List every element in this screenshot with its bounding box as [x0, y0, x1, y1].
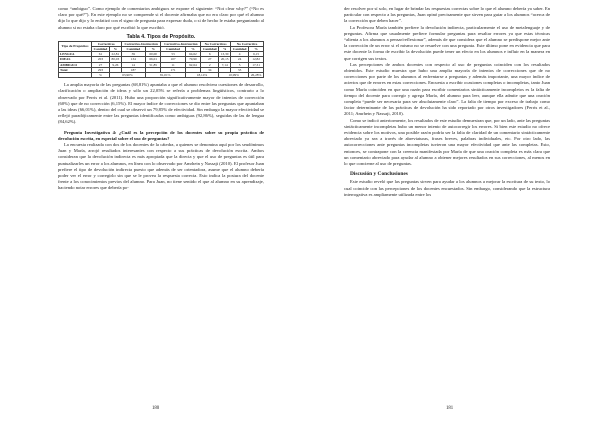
table-group-header: Correctivo-Instrucción [121, 41, 161, 46]
paragraph: como “ambiguo”. Como ejemplo de comentarios ambiguos se expone el siguiente: “Not clear why?” (“No es claro por qué?”). En este ejemplo no se comprende si el docente afirmaba que no era claro por qué el alumno dijo lo que dijo y lo enfatizó con el signo de pregunta para expresar duda, o si de hecho le estaba preguntando al alumno si no estaba claro por qué escribió lo que escribió. [58, 6, 265, 30]
section-title: Discusión y Conclusiones [350, 171, 408, 178]
cell [59, 73, 92, 78]
cell: 63,90% [110, 73, 146, 78]
cell: 12,82 [249, 57, 264, 62]
table-subheader: Cantidad [201, 47, 219, 52]
row-label: LENGUA [59, 52, 92, 57]
cell: 24 [231, 57, 249, 62]
cell: 79,90 [185, 57, 201, 62]
cell: 61 [91, 52, 109, 57]
cell: 13,30 [219, 52, 231, 57]
table-corner-header: Tipo de Propósitos [59, 41, 92, 51]
table-subheader: % [110, 47, 122, 52]
cell: 18,14% [185, 73, 219, 78]
cell: 33 [231, 67, 249, 72]
cell: 39 [121, 52, 145, 57]
right-page [300, 0, 600, 424]
purpose-types-table [58, 41, 264, 78]
paragraph: La amplia mayoría de las preguntas (68,81%) apuntaba a que el alumno resolviera cuestiones de desarrollo, clarificación o ampliación de ideas y sólo un 22,05% se refería a problemas lingüísticos, contrario a lo observado por Ferris et al. (2011). Hubo una proporción significativamente mayor de intentos de corrección (60%) que de no corrección (6,15%). El mayor índice de correcciones se dio entre las preguntas que apuntaban a las ideas (66,01%), dentro del cual se observó un 79,85% de efectividad. Sin embargo la mayor efectividad se reflejó paradójicamente entre las preguntas identificadas como ambiguas (92,86%), seguidas de las de lengua (84,62%). [58, 82, 264, 125]
research-question-heading: Pregunta Investigativa 4: ¿Cuál es la percepción de los docentes sobre su propia práctica de devolución escrita, en especial sobre el uso de preguntas? [58, 129, 264, 141]
row-label: IDEAS [59, 57, 92, 62]
cell: 4 [231, 52, 249, 57]
table-subheader: Cantidad [91, 47, 109, 52]
cell: 6,15 [249, 52, 264, 57]
cell: % [91, 73, 109, 78]
cell: 53 [161, 52, 185, 57]
cell: 11 [161, 62, 185, 67]
table-subheader: % [219, 47, 231, 52]
table-group-header: No Correctivos [201, 41, 231, 46]
table-subheader: % [249, 47, 264, 52]
cell: 20,15 [219, 57, 231, 62]
table-group-header: Correctivos [91, 41, 121, 46]
cell: 5 [231, 62, 249, 67]
cell: 171 [161, 67, 185, 72]
table-title: Tabla 4. Tipos de Propósito. [126, 33, 196, 40]
cell: 26,28% [249, 73, 264, 78]
cell: 9,26 [110, 62, 122, 67]
row-label: Total [59, 67, 92, 72]
row-label: AMBIGUO [59, 62, 92, 67]
table-group-header: No Correctivo [231, 41, 264, 46]
paragraph: La encuesta realizada con dos de los docentes de la cátedra, a quienes se denomina aquí por los seudónimos Juan y María, arrojó resultados interesantes con respecto a sus prácticas de devolución escrita. Ambos consideran que la devolución indirecta es más apropiada que la directa y que el uso de preguntas es útil para puntualizarles un error a los alumnos, en línea con lo observado por Amrhein y Nassaji (2010). El profesor Juan prefiere el tipo de devolución indirecta puesto que además de ser orientadora, asume que el alumno debería poder ver el error y corregirlo sin que se le provea la respuesta correcta. Esto indica la postura del docente frente a los conocimientos previos del alumno. Para Juan, no tiene sentido el que al alumno en su aprendizaje, haciendo notar errores que debería po- [58, 142, 264, 191]
cell: 66,01 [145, 57, 161, 62]
table-group-header: Correctivo-Instrucción [161, 41, 201, 46]
page-number: 180 [152, 406, 160, 411]
cell: 80,03 [110, 57, 122, 62]
cell: 14 [121, 62, 145, 67]
paragraph: La Profesora María también prefiere la devolución indirecta, particularmente el uso de metalenguaje y de preguntas. Afirma que usualmente prefiere formular preguntas para resaltar errores ya que estas técnicas “alienta a los alumnos a pensar/reflexionar”, además de que considera que el alumno se predispone mejor ante la corrección de un error si el mismo no se resuelve con una pregunta. Este último pone en evidencia que para este docente la forma de escribir la devolución puede tener un efecto en los alumnos e influir en la manera en que corrigen sus textos. [344, 24, 550, 61]
paragraph: der resolver por sí solo, en lugar de brindar las respuestas correctas sobre lo que el alumno debería ya saber. En particular con respecto a las preguntas, Juan opinó precisamente que sirven para guiar a los alumnos “acerca de la corrección que deben hacer”. [344, 6, 550, 24]
cell: 187 [121, 67, 145, 72]
table-subheader: Cantidad [121, 47, 145, 52]
cell: 22,81 [110, 52, 122, 57]
paragraph: Las percepciones de ambos docentes con respecto al uso de preguntas coinciden con los resultados obtenidos. Este estudio muestra que hubo una amplia mayoría de intentos de correcciones que de no correcciones por parte de los alumnos al enfrentarse a preguntas y además importante, una mayor índice de aciertos que de errores en estas correcciones. Encuesta a escribir ocasiones completas o incompletas, tanto Juan como María coinciden en que una razón para escribir comentarios sintácticamente incompletos es la falta de tiempo del docente para corregir y agrega María, del alumno para leer, aunque ella admite que una oración completa “puede ser necesaria para ser absolutamente claro”. La falta de tiempo por exceso de trabajo como factor determinante de las prácticas de devolución ha sido reportado por otros investigadores (Ferris et al., 2011; Amrhein y Nassaji, 2010). [344, 61, 550, 117]
table-subheader: % [145, 47, 161, 52]
cell: 2 [201, 62, 219, 67]
cell: 107 [161, 57, 185, 62]
table-percent-row [59, 73, 264, 78]
table-subheader: % [185, 47, 201, 52]
cell: 27 [91, 62, 109, 67]
right-text-column [344, 6, 550, 198]
cell: 6 [201, 52, 219, 57]
cell: 64,62 [185, 52, 201, 57]
cell: 27 [201, 57, 219, 62]
table-subheader: Cantidad [231, 47, 249, 52]
cell: 17,31 [249, 62, 264, 67]
cell: 51,85 [145, 62, 161, 67]
left-text-column [58, 6, 264, 192]
cell: 81,01% [145, 73, 185, 78]
paragraph: Como se indicó anteriormente, los resultados de este estudio demuestran que, por un lado, ante las preguntas sintácticamente incompletas hubo un menor intento de autocorregir los errores. Si bien este estudio no ofrece evidencia sobre los motivos, una posible razón podría ser la falta de claridad de un comentario sintácticamente abreviado ya sea a través de abreviaturas, frases breves, palabras individuales, etc. Por otro lado, las autocorrecciones ante preguntas incompletas tuvieron una mayor efectividad que ante las completas. Esto, entonces, se contrapone con la creencia manifestada por María de que una oración completa es más clara que un comentario abreviado para ayudar al alumno a obtener mejores resultados en sus correcciones, al menos en lo que concierne al uso de preguntas. [344, 117, 550, 167]
page-number: 181 [446, 406, 454, 411]
cell: 10,99% [219, 73, 249, 78]
cell: 203 [91, 57, 109, 62]
cell: 293 [91, 67, 109, 72]
cell: 134 [121, 57, 145, 62]
cell: 92,64 [185, 62, 201, 67]
table-subheader: Cantidad [161, 47, 185, 52]
cell: 60,00 [145, 52, 161, 57]
cell: 7,14 [219, 62, 231, 67]
cell: 34 [201, 67, 219, 72]
paragraph: Este estudio reveló que las preguntas sirven para ayudar a los alumnos a mejorar la escritura de su texto, lo cual coincide con las percepciones de los docentes encuestados. Sin embargo, considerando que la estructura interrogativa es ampliamente utilizada entre los [344, 179, 550, 197]
